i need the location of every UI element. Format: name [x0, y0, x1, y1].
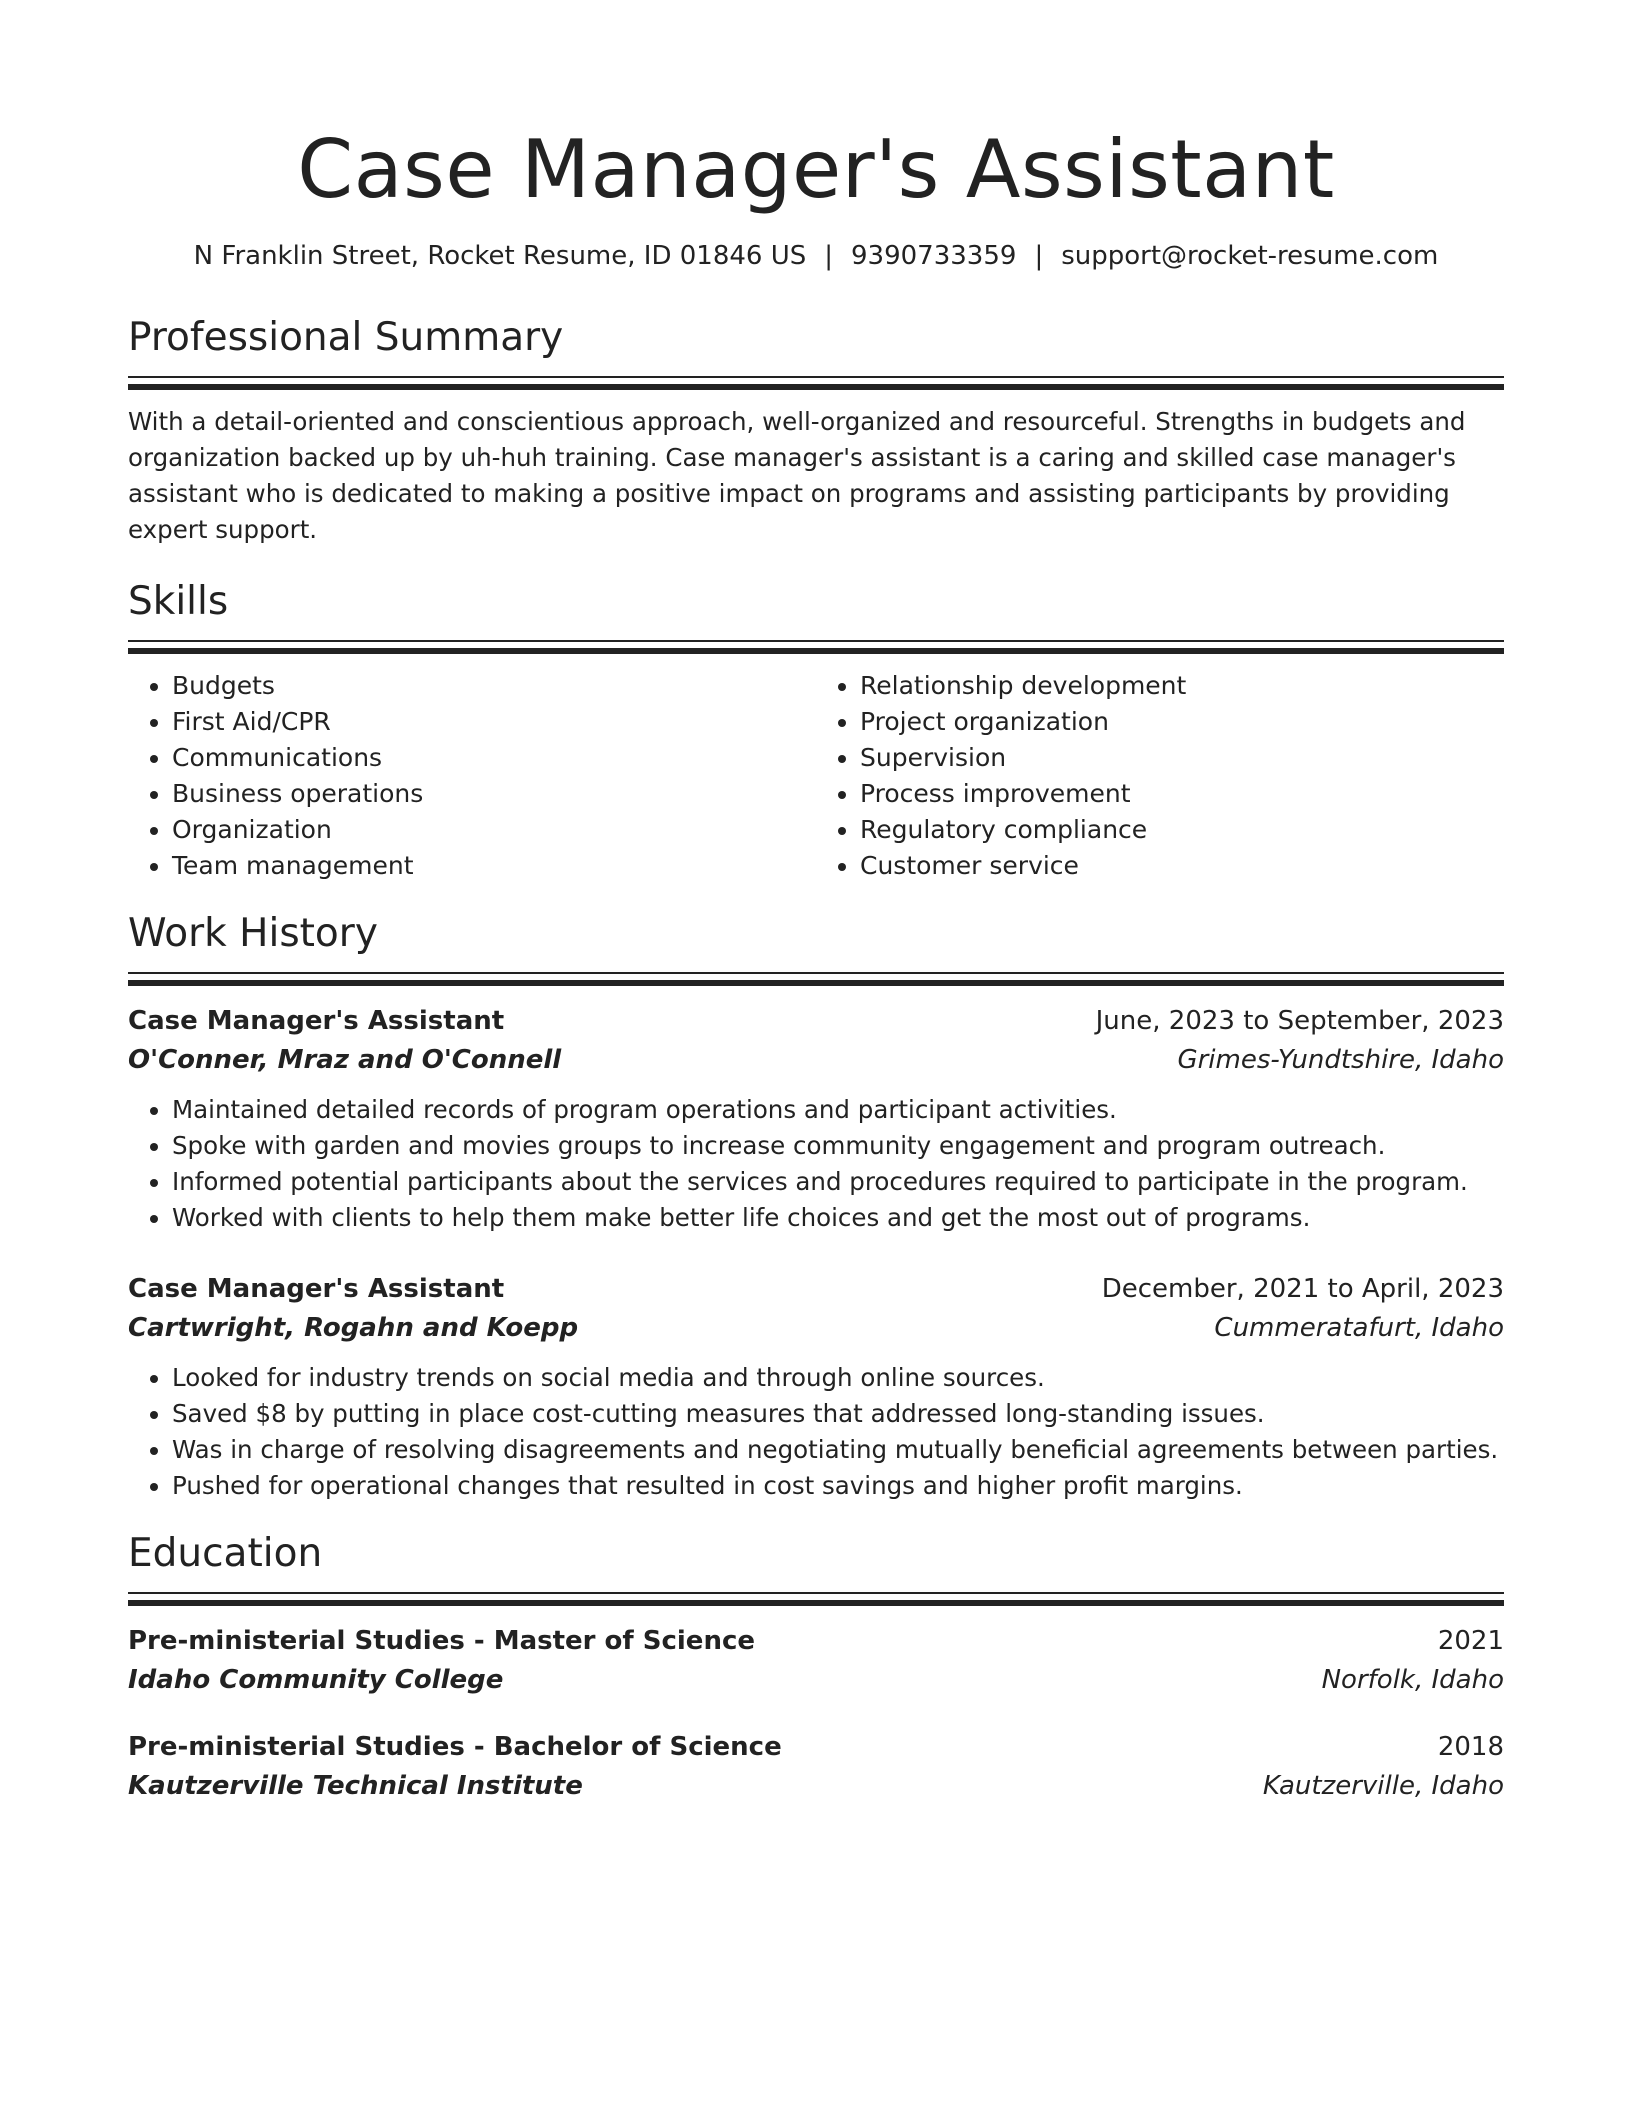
education-degree: Pre-ministerial Studies - Master of Science: [128, 1626, 755, 1656]
education-location: Kautzerville, Idaho: [1262, 1771, 1504, 1801]
education-degree: Pre-ministerial Studies - Bachelor of Science: [128, 1732, 782, 1762]
contact-line: [128, 238, 1504, 274]
work-history-section: [128, 910, 1504, 1504]
section-title-summary: Professional Summary: [128, 315, 564, 360]
section-title-education: Education: [128, 1531, 323, 1576]
job-location: Grimes-Yundtshire, Idaho: [1177, 1045, 1504, 1075]
contact-phone: 9390733359: [851, 241, 1017, 271]
job-location: Cummeratafurt, Idaho: [1214, 1313, 1504, 1343]
job-entry: [128, 1270, 1504, 1504]
section-divider: [128, 640, 1504, 654]
skill-item: • Budgets: [172, 668, 816, 704]
job-header-row: [128, 1270, 1504, 1308]
job-company-row: [128, 1040, 1504, 1080]
job-dates: December, 2021 to April, 2023: [1101, 1274, 1504, 1304]
education-year: 2018: [1437, 1732, 1504, 1762]
section-divider: [128, 972, 1504, 986]
skill-item: • Process improvement: [860, 776, 1504, 812]
skill-item: • Business operations: [172, 776, 816, 812]
job-bullet: • Spoke with garden and movies groups to increase community engagement and program outreach.: [172, 1128, 1504, 1164]
skill-item: • Organization: [172, 812, 816, 848]
skill-item: • Communications: [172, 740, 816, 776]
job-dates: June, 2023 to September, 2023: [1095, 1006, 1504, 1036]
skill-item: • Supervision: [860, 740, 1504, 776]
contact-separator: |: [824, 241, 834, 271]
skills-list: [128, 668, 1504, 884]
job-title: Case Manager's Assistant: [128, 1274, 505, 1304]
job-entry: [128, 1002, 1504, 1236]
job-bullet: • Informed potential participants about the services and procedures required to participate in the program.: [172, 1164, 1504, 1200]
section-divider: [128, 376, 1504, 390]
education-location: Norfolk, Idaho: [1321, 1665, 1504, 1695]
summary-text: With a detail-oriented and conscientious approach, well-organized and resourceful. Strengths in budgets and organization backed up by uh-huh training. Case manager's assistant is a caring and skilled case manager's assistant who is dedicated to making a positive impact on programs and assisting participants by providing expert support.: [128, 407, 1466, 544]
education-year: 2021: [1437, 1626, 1504, 1656]
education-school-row: [128, 1660, 1504, 1700]
contact-email: support@rocket-resume.com: [1061, 241, 1439, 271]
job-company-row: [128, 1308, 1504, 1348]
education-entry: [128, 1622, 1504, 1700]
section-divider: [128, 1592, 1504, 1606]
skill-item: • Relationship development: [860, 668, 1504, 704]
section-title-work-history: Work History: [128, 911, 378, 956]
job-bullet: • Was in charge of resolving disagreements and negotiating mutually beneficial agreements between parties.: [172, 1432, 1504, 1468]
skill-item: • First Aid/CPR: [172, 704, 816, 740]
contact-address: N Franklin Street, Rocket Resume, ID 01846 US: [193, 241, 807, 271]
education-header-row: [128, 1728, 1504, 1766]
skill-item: • Regulatory compliance: [860, 812, 1504, 848]
job-bullet: • Looked for industry trends on social media and through online sources.: [172, 1360, 1504, 1396]
education-school: Idaho Community College: [128, 1665, 504, 1695]
job-bullets: [128, 1092, 1504, 1236]
education-school-row: [128, 1766, 1504, 1806]
contact-separator: |: [1034, 241, 1044, 271]
skills-column-right: [816, 668, 1504, 884]
summary-section: [128, 314, 1504, 548]
job-company: O'Conner, Mraz and O'Connell: [128, 1045, 562, 1075]
skill-item: • Project organization: [860, 704, 1504, 740]
section-title-skills: Skills: [128, 579, 229, 624]
job-bullet: • Pushed for operational changes that resulted in cost savings and higher profit margins.: [172, 1468, 1504, 1504]
job-bullet: • Maintained detailed records of program operations and participant activities.: [172, 1092, 1504, 1128]
skill-item: • Team management: [172, 848, 816, 884]
skill-item: • Customer service: [860, 848, 1504, 884]
skills-section: [128, 578, 1504, 884]
job-bullet: • Worked with clients to help them make better life choices and get the most out of programs.: [172, 1200, 1504, 1236]
job-company: Cartwright, Rogahn and Koepp: [128, 1313, 579, 1343]
candidate-name: Case Manager's Assistant: [297, 123, 1335, 216]
job-title: Case Manager's Assistant: [128, 1006, 505, 1036]
education-school: Kautzerville Technical Institute: [128, 1771, 583, 1801]
job-header-row: [128, 1002, 1504, 1040]
skills-column-left: [128, 668, 816, 884]
education-entry: [128, 1728, 1504, 1806]
education-section: [128, 1530, 1504, 1806]
education-header-row: [128, 1622, 1504, 1660]
job-bullets: [128, 1360, 1504, 1504]
job-bullet: • Saved $8 by putting in place cost-cutting measures that addressed long-standing issues.: [172, 1396, 1504, 1432]
